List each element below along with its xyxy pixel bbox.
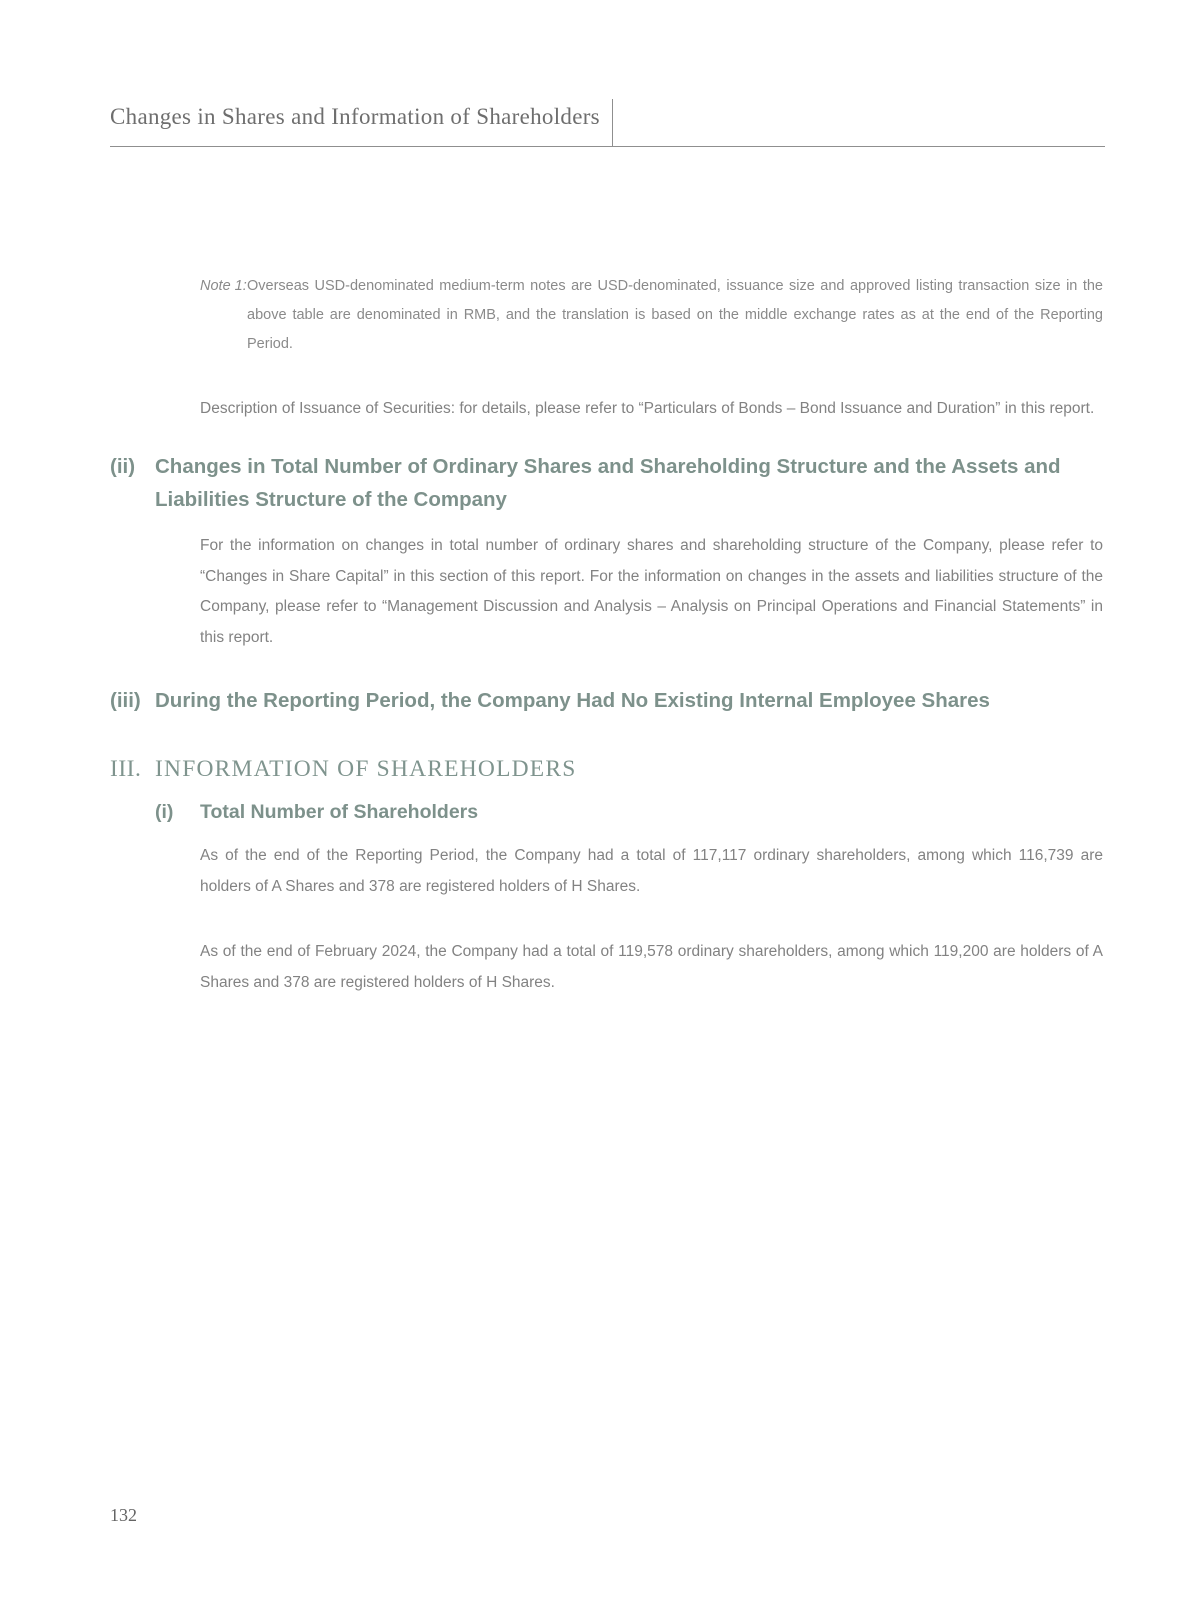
note-label: Note 1: [200,278,247,294]
shareholders-paragraph-2: As of the end of February 2024, the Company had a total of 119,578 ordinary shareholders, among which 119,200 are holders of A Shares and 378 are registered holders of H Shares. [200,943,1103,991]
header-vertical-divider [612,99,613,147]
section-ii-heading [110,450,1103,516]
shareholders-paragraph-1: As of the end of the Reporting Period, the Company had a total of 117,117 ordinary shareholders, among which 116,739 are holders of A Shares and 378 are registered holders of H Shares. [200,847,1103,895]
section-ii-title: Changes in Total Number of Ordinary Shares and Shareholding Structure and the Assets and Liabilities Structure of the Company [155,455,1061,511]
chapter-heading [110,753,1103,785]
section-iii-title: During the Reporting Period, the Company Had No Existing Internal Employee Shares [155,689,990,712]
page-header-title: Changes in Shares and Information of Shareholders [110,104,600,129]
section-ii-body: For the information on changes in total number of ordinary shares and shareholding structure of the Company, please refer to “Changes in Share Capital” in this section of this report. For the information on changes in the assets and liabilities structure of the Company, please refer to “Management Discussion and Analysis – Analysis on Principal Operations and Financial Statements” in this report. [200,537,1103,646]
chapter-title: INFORMATION OF SHAREHOLDERS [155,756,577,782]
chapter-number: III. [110,756,142,782]
section-i-title: Total Number of Shareholders [200,801,479,823]
description-paragraph: Description of Issuance of Securities: for details, please refer to “Particulars of Bonds – Bond Issuance and Duration” in this report. [200,400,1095,417]
content-column [110,147,1103,1014]
section-i-heading [155,799,1103,826]
section-iii-number: (iii) [110,689,141,712]
section-i-number: (i) [155,801,174,823]
section-iii-heading [110,684,1103,717]
note-block [200,272,1103,359]
section-ii-number: (ii) [110,455,136,478]
page-number: 132 [110,1505,137,1525]
note-text: Overseas USD-denominated medium-term notes are USD-denominated, issuance size and approved listing transaction size in the above table are denominated in RMB, and the translation is based on the middle exchange rates as at the end of the Reporting Period. [247,278,1103,352]
